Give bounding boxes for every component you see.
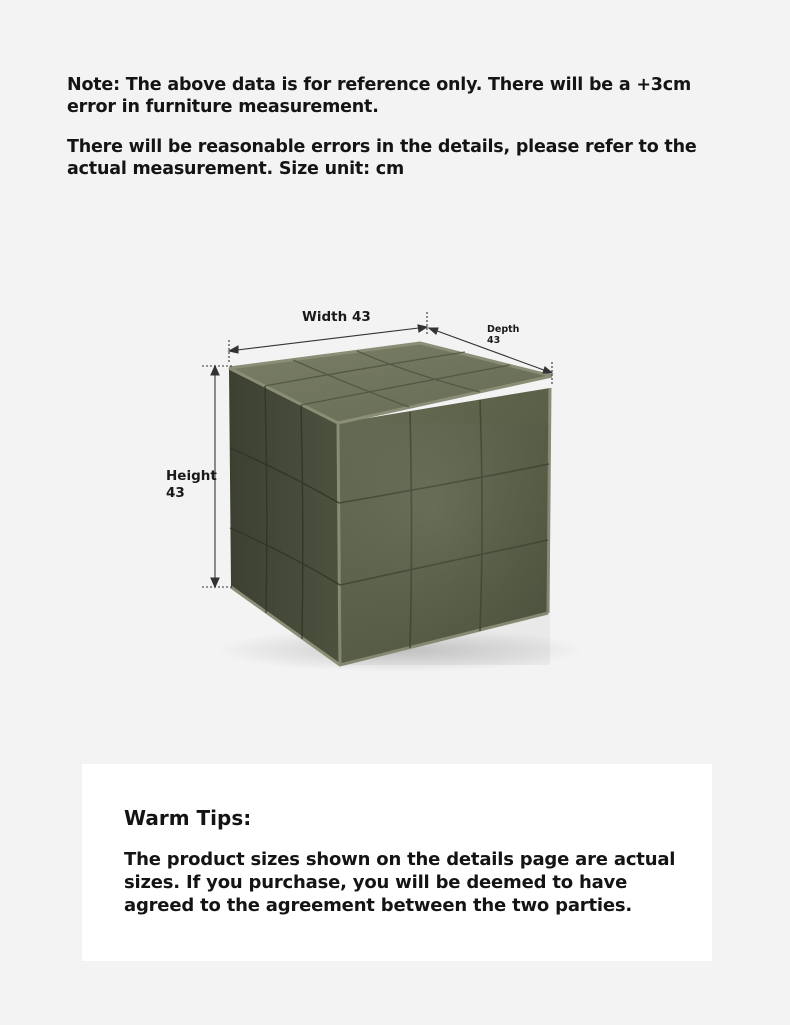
warm-tips-body: The product sizes shown on the details page are actual sizes. If you purchase, you will be deemed to have agreed to the agreement between the two parties. bbox=[124, 849, 676, 916]
warm-tips-title: Warm Tips: bbox=[124, 806, 252, 830]
product-dimension-figure bbox=[0, 290, 790, 690]
depth-value: 43 bbox=[487, 335, 501, 346]
front-sheen bbox=[339, 423, 550, 665]
width-label: Width 43 bbox=[302, 309, 371, 325]
measurement-note bbox=[67, 74, 707, 198]
height-label bbox=[166, 468, 217, 502]
warm-tips-card bbox=[82, 764, 712, 961]
note-unit-text: There will be reasonable errors in the details, please refer to the actual measurement. Size unit: cm bbox=[67, 137, 697, 179]
note-error-text: Note: The above data is for reference only. There will be a +3cm error in furniture measurement. bbox=[67, 75, 691, 117]
depth-label bbox=[487, 324, 519, 346]
height-value: 43 bbox=[166, 485, 185, 501]
height-label-text: Height bbox=[166, 468, 217, 484]
depth-label-text: Depth bbox=[487, 324, 520, 335]
leather-ottoman-illustration bbox=[0, 290, 790, 690]
